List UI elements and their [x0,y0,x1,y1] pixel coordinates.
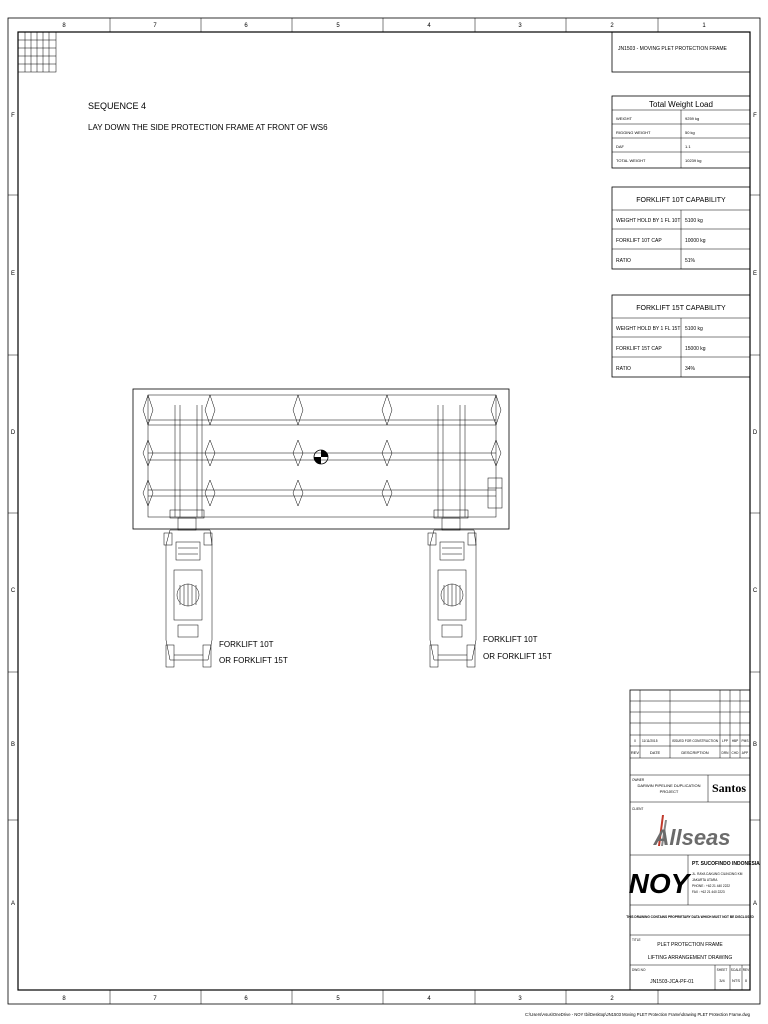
title-box-text: JN1503 - MOVING PLET PROTECTION FRAME [618,46,727,52]
right-forklift-label-1: FORKLIFT 10T [483,635,538,644]
sheet-value: 3/4 [719,978,725,983]
dwg-no-label: DWG NO [632,968,646,972]
col-label: 4 [427,23,431,29]
row-label: B [752,742,758,748]
left-forklift-drawing [164,510,212,667]
outer-border [8,18,760,1004]
row-label: C [752,588,758,594]
rev-label: REV [742,968,750,972]
column-labels-bottom [62,996,614,1002]
app-header: APP [741,751,749,755]
sequence-title: SEQUENCE 4 [88,101,147,111]
row-ticks [8,195,760,820]
col-label: 2 [610,23,614,29]
col-label: 4 [427,996,431,1002]
row-label: A [10,901,16,907]
protection-frame-drawing [133,389,509,529]
rev-header: REV [630,750,640,755]
rev-value: 0 [634,739,636,743]
fl15-ratio-value: 34% [685,366,696,372]
fl15-hold-value: 5100 kg [685,326,703,332]
noy-logo: NOY [628,868,690,899]
scale-label: SCALE [730,968,742,972]
col-label: 3 [518,23,522,29]
fl15-cap-value: 15000 kg [685,346,706,352]
row-label: D [10,430,16,436]
forklift10-title: FORKLIFT 10T CAPABILITY [636,197,726,204]
weight-table-title: Total Weight Load [649,100,713,109]
col-label: 6 [244,23,248,29]
left-forklift-label-1: FORKLIFT 10T [219,640,274,649]
weight-label: WEIGHT [616,116,632,121]
contractor-address-1: JL. RAYA CAKUNG CILINCING KM [692,872,743,876]
col-label: 5 [336,23,340,29]
right-forklift-drawing [428,510,476,667]
description-header: DESCRIPTION [681,750,709,755]
owner-project-line2: PROJECT [659,789,679,794]
fl10-hold-label: WEIGHT HOLD BY 1 FL 10T [616,218,681,224]
right-forklift-label-2: OR FORKLIFT 15T [483,652,552,661]
disclaimer-text: THIS DRAWING CONTAINS PROPRIETARY DATA WHICH MUST NOT BE DISCLOSED [626,915,754,919]
col-label: 5 [336,996,340,1002]
title-line-2: LIFTING ARRANGEMENT DRAWING [647,955,733,961]
col-label: 6 [244,996,248,1002]
date-header: DATE [649,750,661,755]
contractor-fax: FAX : +62 21 440 2223 [692,890,725,894]
title-line-1: PLET PROTECTION FRAME [657,942,723,948]
col-label: 3 [518,996,522,1002]
row-label: A [752,901,758,907]
col-label: 7 [153,23,157,29]
dwg-no-value: JN1503-JCA-PF-01 [650,979,694,985]
fl10-cap-label: FORKLIFT 10T CAP [616,238,662,244]
title-label: TITLE [632,938,641,942]
contractor-phone: PHONE : +62 21 440 2222 [692,884,731,888]
row-label: C [10,588,16,594]
client-label: CLIENT [632,807,644,811]
scale-value: NTS [732,978,740,983]
inner-border [18,32,750,990]
forklift15-title: FORKLIFT 15T CAPABILITY [636,305,726,312]
drn-header: DRN [721,751,729,755]
weight-table [612,96,750,168]
row-labels-right [753,113,758,907]
rev-app-value: PMS [741,739,749,743]
fl10-ratio-label: RATIO [616,258,631,264]
rev-date-value: 11/11/2015 [642,739,658,743]
santos-logo: Santos [711,781,747,795]
sequence-description: LAY DOWN THE SIDE PROTECTION FRAME AT FRONT OF WS6 [88,123,328,132]
fl10-cap-value: 10000 kg [685,238,706,244]
rigging-label: RIGGING WEIGHT [616,130,651,135]
column-labels-top [62,23,706,29]
rigging-value: 50 kg [685,130,695,135]
fl15-hold-label: WEIGHT HOLD BY 1 FL 15T [616,326,681,332]
rev-drn-value: LPP [721,739,729,743]
fl15-ratio-label: RATIO [616,366,631,372]
column-ticks [110,18,658,1004]
forklift10-table [612,187,750,269]
owner-project-line1: DARWIN PIPELINE DUPLICATION [637,783,701,788]
row-label: F [753,113,757,119]
row-label: E [10,271,16,277]
chd-header: CHD [731,751,739,755]
daf-label: DAF [616,144,624,149]
left-forklift-label-2: OR FORKLIFT 15T [219,656,288,665]
contractor-company: PT. SUCOFINDO INDONESIA [692,861,760,867]
row-label: B [10,742,16,748]
owner-label: OWNER [632,778,645,782]
fl10-ratio-value: 51% [685,258,696,264]
title-box [612,32,750,72]
row-label: F [11,113,15,119]
fl10-hold-value: 5100 kg [685,218,703,224]
col-label: 7 [153,996,157,1002]
col-label: 2 [610,996,614,1002]
rev-chd-value: HBP [731,739,739,743]
row-label: D [752,430,758,436]
weight-value: 9259 kg [685,116,700,121]
allseas-logo: Allseas [653,825,731,850]
total-value: 10239 kg [685,158,702,163]
rev-description-value: ISSUED FOR CONSTRUCTION [672,739,719,743]
corner-grid [18,32,56,72]
col-label: 1 [702,23,706,29]
total-label: TOTAL WEIGHT [616,158,646,163]
sheet-label: SHEET [716,968,728,972]
forklift15-table [612,295,750,377]
col-label: 8 [62,23,66,29]
row-labels-left [11,113,16,907]
col-label: 8 [62,996,66,1002]
row-label: E [752,271,758,277]
contractor-address-2: JAKARTA UTARA [692,878,718,882]
fl15-cap-label: FORKLIFT 15T CAP [616,346,662,352]
rev-value-box: 0 [744,978,748,983]
file-path: C:\Users\Asus\OneDrive - NOY tbi\Desktop\JN1503 Moving PLET Protection Frame\drawing PLET Protection Frame.dwg [524,1012,750,1017]
daf-value: 1.1 [685,144,691,149]
title-block [626,690,760,990]
